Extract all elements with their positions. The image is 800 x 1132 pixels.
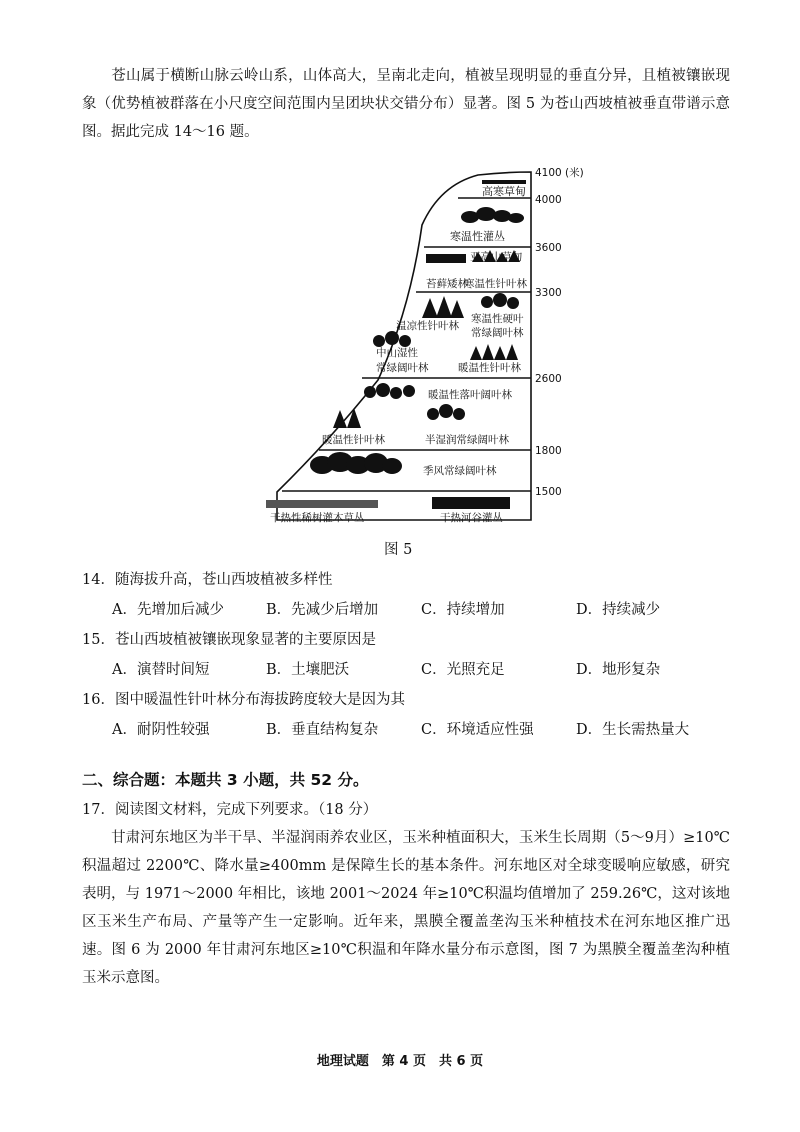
- q15-option-a[interactable]: A．演替时间短: [112, 662, 210, 678]
- label-moss-forest: 苔藓矮林: [426, 278, 468, 290]
- q15-option-b[interactable]: B．土壤肥沃: [266, 662, 350, 678]
- page-footer: 地理试题 第 4 页 共 6 页: [316, 1054, 484, 1069]
- label-cold-conifer: 寒温性针叶林: [464, 278, 527, 290]
- label-cold-hardleaf-2: 常绿阔叶林: [471, 327, 524, 339]
- dry-valley-shrub-icon: [432, 497, 510, 509]
- question-17-paragraph: [82, 824, 730, 992]
- label-cold-shrub: 寒温性灌丛: [450, 230, 505, 243]
- elevation-1800: 1800: [535, 445, 562, 457]
- intro-text: 苍山属于横断山脉云岭山系，山体高大，呈南北走向，植被呈现明显的垂直分异，且植被镶嵌现象（优势植被群落在小尺度空间范围内呈团块状交错分布）显著。图 5 为苍山西坡植被垂直带谱示意图。据此完成 14～16 题。: [82, 68, 730, 140]
- q16-option-b[interactable]: B．垂直结构复杂: [266, 722, 379, 738]
- figure-5-vegetation-zones: [0, 0, 800, 560]
- label-warm-deciduous: 暖温性落叶阔叶林: [428, 389, 512, 401]
- label-cold-hardleaf-1: 寒温性硬叶: [471, 313, 524, 325]
- q16-option-a[interactable]: A．耐阴性较强: [112, 722, 210, 738]
- question-17-text: 甘肃河东地区为半干旱、半湿润雨养农业区，玉米种植面积大，玉米生长周期（5～9月）≥10℃积温超过 2200℃、降水量≥400mm 是保障生长的基本条件。河东地区对全球变暖响应敏感，研究表明，与 1971～2000 年相比，该地 2001～2024 年≥10℃积温均值增加了 259.26℃，这对该地区玉米生产布局、产量等产生一定影响。近年来，黑膜全覆盖垄沟玉米种植技术在河东地区推广迅速。图 6 为 2000 年甘肃河东地区≥10℃积温和年降水量分布示意图，图 7 为黑膜全覆盖垄沟种植玉米示意图。: [82, 830, 730, 986]
- savanna-icon: [266, 500, 378, 508]
- elevation-2600: 2600: [535, 373, 562, 385]
- q16-option-d[interactable]: D．生长需热量大: [576, 722, 690, 738]
- label-monsoon: 季风常绿阔叶林: [423, 465, 497, 477]
- label-alpine-meadow: 高寒草甸: [482, 185, 526, 198]
- section-2-title: 二、综合题：本题共 3 小题，共 52 分。: [82, 771, 369, 789]
- label-subalpine-meadow: 亚高山草甸: [470, 251, 523, 263]
- q14-option-d[interactable]: D．持续减少: [576, 602, 661, 618]
- q14-option-a[interactable]: A．先增加后减少: [112, 602, 224, 618]
- label-dry-hot-savanna: 干热性稀树灌木草丛: [270, 512, 365, 524]
- meadow-grass-icon: [482, 180, 526, 184]
- elevation-3600: 3600: [535, 242, 562, 254]
- label-midmountain-1: 中山湿性: [376, 347, 418, 359]
- q15-option-d[interactable]: D．地形复杂: [576, 662, 661, 678]
- label-warm-conifer-upper: 暖温性针叶林: [458, 362, 521, 374]
- question-16-stem: 16．图中暖温性针叶林分布海拔跨度较大是因为其: [82, 692, 405, 708]
- label-cool-conifer: 温凉性针叶林: [396, 320, 459, 332]
- question-14-stem: 14．随海拔升高，苍山西坡植被多样性: [82, 572, 333, 588]
- label-dry-hot-valley: 干热河谷灌丛: [440, 512, 503, 524]
- q16-option-c[interactable]: C．环境适应性强: [421, 722, 534, 738]
- elevation-4000: 4000: [535, 194, 562, 206]
- label-semi-humid: 半湿润常绿阔叶林: [425, 434, 509, 446]
- label-midmountain-2: 常绿阔叶林: [376, 362, 429, 374]
- elevation-3300: 3300: [535, 287, 562, 299]
- elevation-top-unit: 4100 (米): [535, 167, 584, 179]
- q14-option-b[interactable]: B．先减少后增加: [266, 602, 379, 618]
- q15-option-c[interactable]: C．光照充足: [421, 662, 505, 678]
- figure-5-caption: 图 5: [384, 542, 413, 558]
- label-warm-conifer-lower: 暖温性针叶林: [322, 434, 385, 446]
- q14-option-c[interactable]: C．持续增加: [421, 602, 505, 618]
- moss-forest-icon: [426, 254, 466, 263]
- elevation-1500: 1500: [535, 486, 562, 498]
- question-15-stem: 15．苍山西坡植被镶嵌现象显著的主要原因是: [82, 632, 376, 648]
- question-17-stem: 17．阅读图文材料，完成下列要求。（18 分）: [82, 802, 378, 818]
